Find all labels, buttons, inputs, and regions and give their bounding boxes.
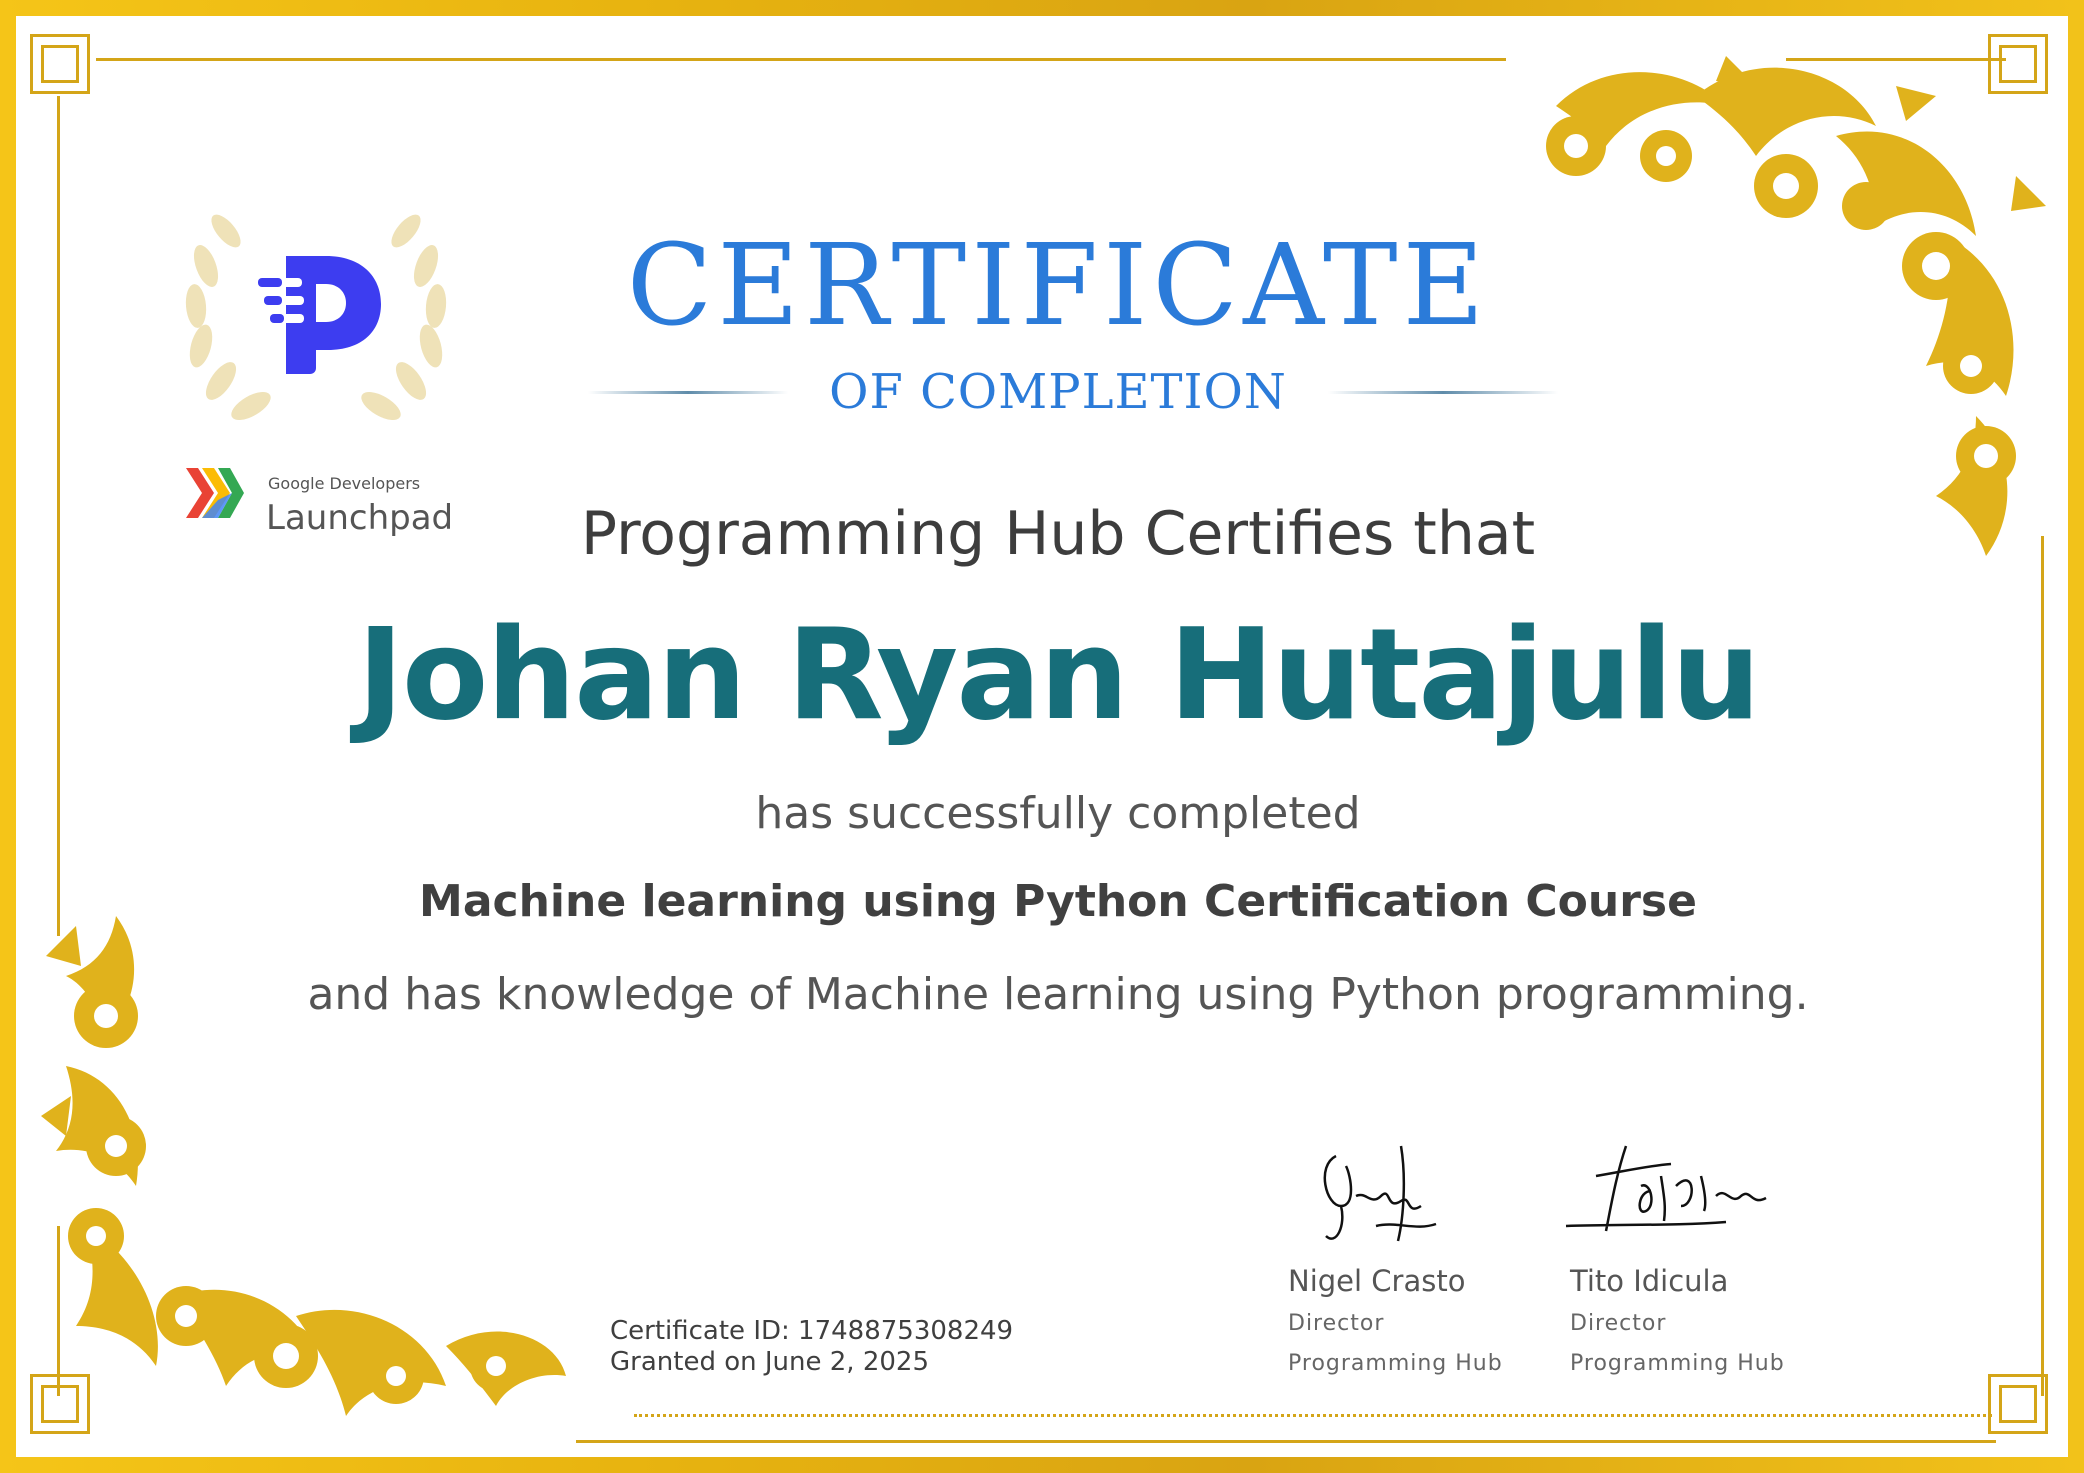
signature-nigel-crasto (1306, 1136, 1456, 1251)
launchpad-label: Launchpad (266, 498, 454, 538)
certificate-body (16, 16, 2068, 1457)
recipient-name: Johan Ryan Hutajulu (356, 601, 1760, 748)
completed-line: has successfully completed (755, 788, 1361, 839)
google-developers-label: Google Developers (268, 474, 421, 493)
granted-date: Granted on June 2, 2025 (610, 1347, 929, 1377)
signatory-2-role: Director (1570, 1311, 1667, 1336)
corner-square-top-left (30, 34, 90, 94)
issuer-line: Programming Hub Certifies that (580, 499, 1536, 569)
certificate-title: CERTIFICATE (626, 221, 1490, 351)
signatory-1-org: Programming Hub (1288, 1351, 1503, 1376)
signature-tito-idicula (1556, 1136, 1786, 1246)
frame-bottom-line (576, 1440, 1996, 1443)
certificate-subtitle: OF COMPLETION (829, 364, 1287, 420)
corner-square-bottom-right (1988, 1374, 2048, 1434)
frame-top-line (96, 58, 1506, 61)
bottom-dotted-line (634, 1414, 1992, 1417)
course-name: Machine learning using Python Certification Course (419, 876, 1697, 927)
signatory-2-org: Programming Hub (1570, 1351, 1785, 1376)
signatory-1-name: Nigel Crasto (1288, 1264, 1466, 1298)
certificate-id: Certificate ID: 1748875308249 (610, 1316, 1014, 1346)
signatory-1-role: Director (1288, 1311, 1385, 1336)
subtitle-rule-right (1328, 391, 1558, 394)
knowledge-line: and has knowledge of Machine learning using Python programming. (307, 969, 1809, 1020)
signatory-2-name: Tito Idicula (1570, 1264, 1729, 1298)
